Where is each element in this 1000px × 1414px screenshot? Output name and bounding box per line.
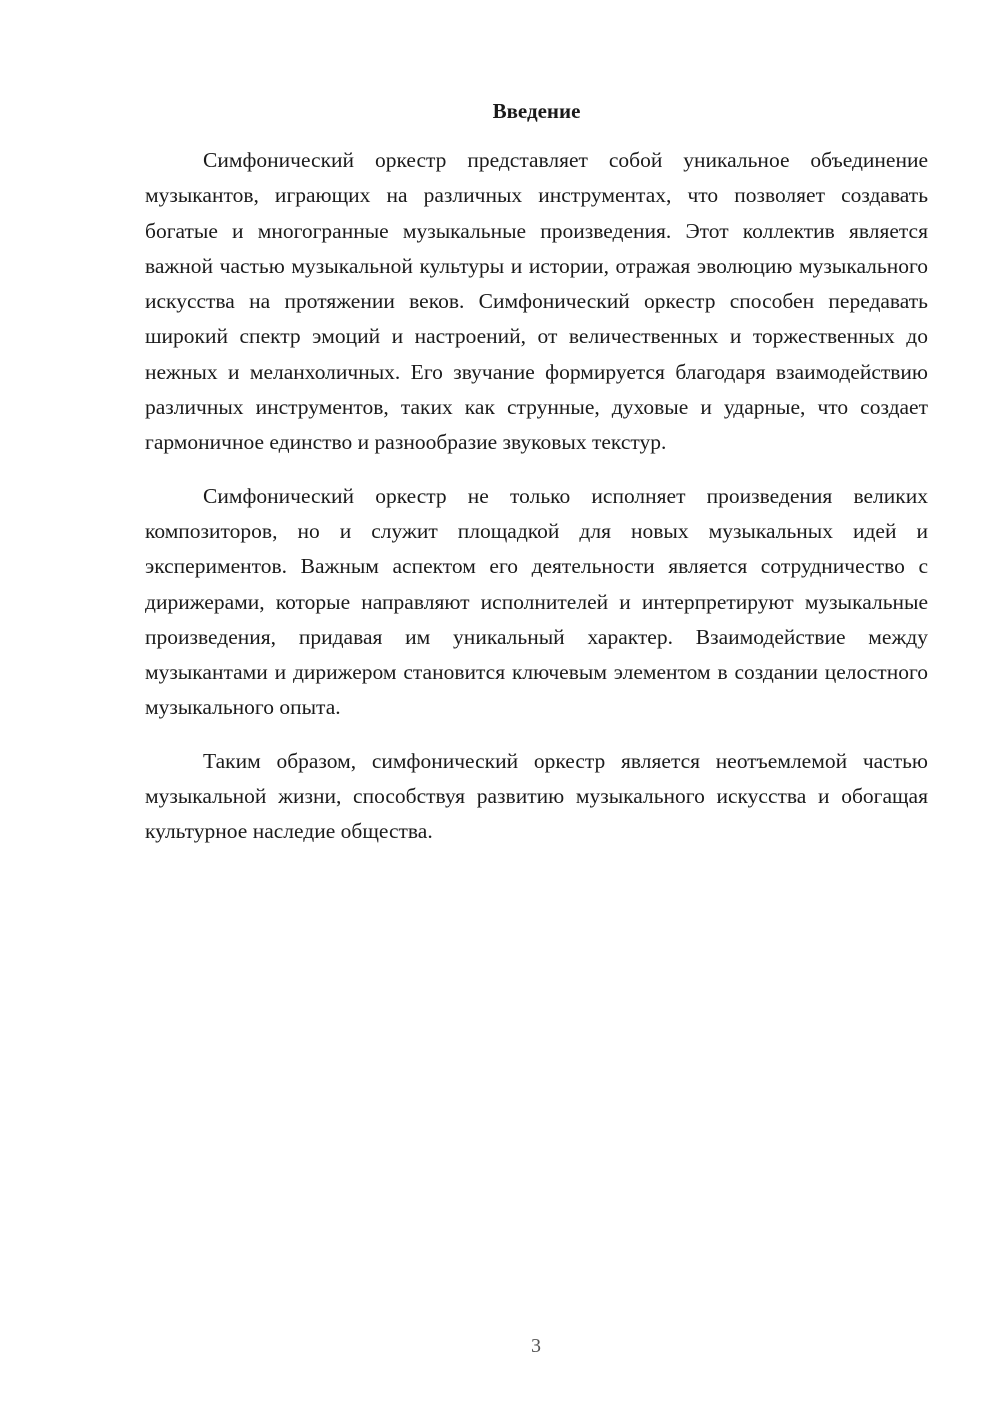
paragraph-2: Симфонический оркестр не только исполняет произведения великих композиторов, но и служит площадкой для новых музыкальных идей и экспериментов. Важным аспектом его деятельности является сотрудничество с дирижерами, которые направляют исполнителей и интерпретируют музыкальные произведения, придавая им уникальный характер. Взаимодействие между музыкантами и дирижером становится ключевым элементом в создании целостного музыкального опыта. xyxy=(145,483,928,720)
page-number: 3 xyxy=(531,1335,541,1357)
section-heading: Введение xyxy=(492,99,581,123)
paragraph-3: Таким образом, симфонический оркестр является неотъемлемой частью музыкальной жизни, способствуя развитию музыкального искусства и обогащая культурное наследие общества. xyxy=(145,748,928,844)
body-text xyxy=(145,143,928,850)
paragraph-1: Симфонический оркестр представляет собой уникальное объединение музыкантов, играющих на различных инструментах, что позволяет создавать богатые и многогранные музыкальные произведения. Этот коллектив является важной частью музыкальной культуры и истории, отражая эволюцию музыкального искусства на протяжении веков. Симфонический оркестр способен передавать широкий спектр эмоций и настроений, от величественных и торжественных до нежных и меланхоличных. Его звучание формируется благодаря взаимодействию различных инструментов, таких как струнные, духовые и ударные, что создает гармоничное единство и разнообразие звуковых текстур. xyxy=(145,148,928,455)
